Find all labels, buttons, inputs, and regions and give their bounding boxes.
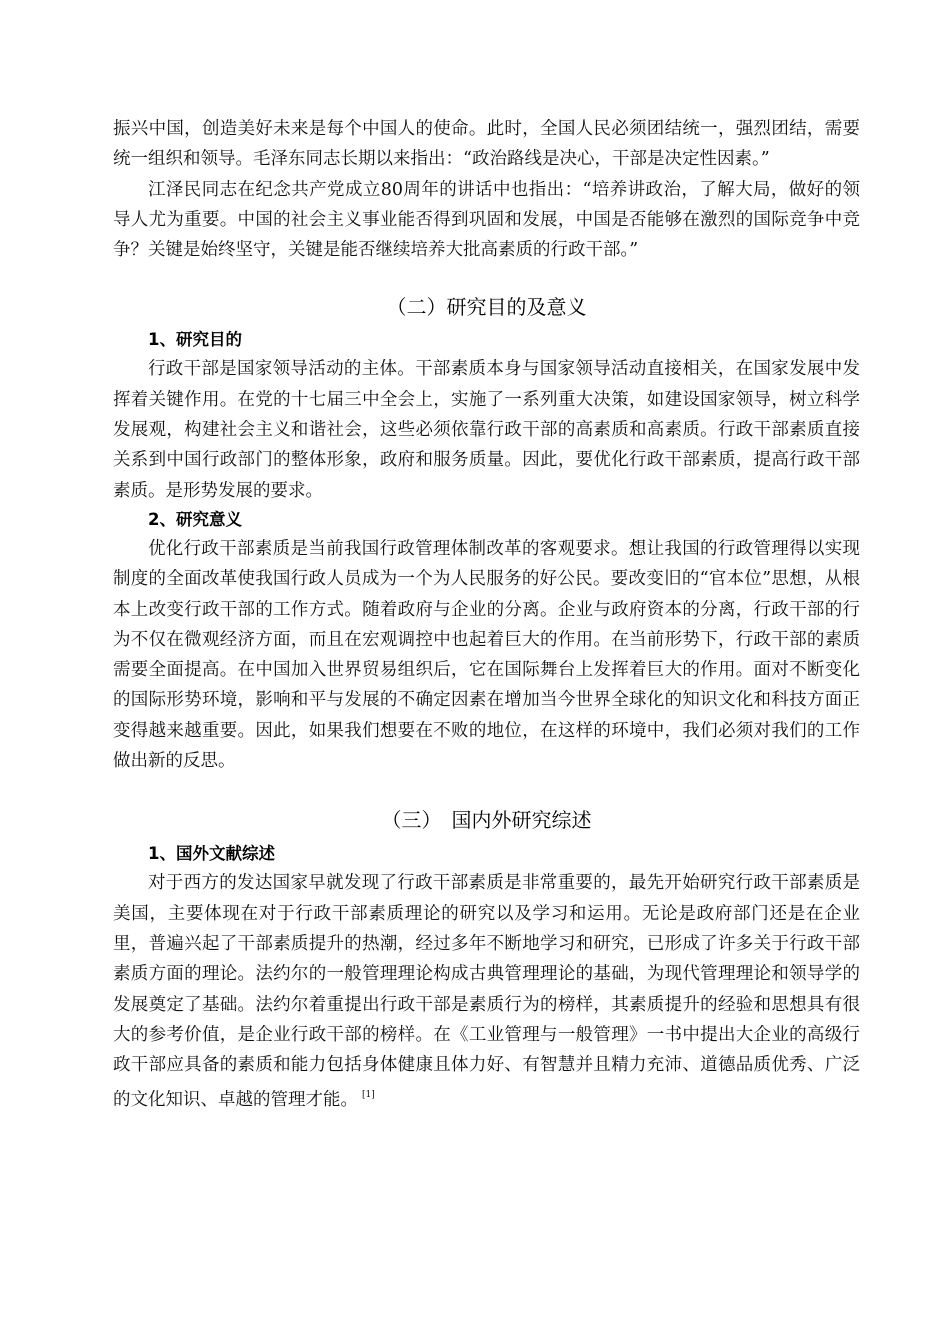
section-heading-literature-review: （三） 国内外研究综述 xyxy=(381,808,592,833)
section-heading-research-purpose: （二）研究目的及意义 xyxy=(386,295,587,320)
subheading-foreign-literature: 1、国外文献综述 xyxy=(148,844,275,864)
paragraph-research-significance: 优化行政干部素质是当前我国行政管理体制改革的客观要求。想让我国的行政管理得以实现制度的全面改革使我国行政人员成为一个为人民服务的好公民。要改变旧的“官本位”思想，从根本上改变行政干部的工作方式。随着政府与企业的分离。企业与政府资本的分离，行政干部的行为不仅在微观经济方面，而且在宏观调控中也起着巨大的作用。在当前形势下，行政干部的素质需要全面提高。在中国加入世界贸易组织后，它在国际舞台上发挥着巨大的作用。面对不断变化的国际形势环境，影响和平与发展的不确定因素在增加当今世界全球化的知识文化和科技方面正变得越来越重要。因此，如果我们想要在不败的地位，在这样的环境中，我们必须对我们的工作做出新的反思。 xyxy=(113,538,860,772)
paragraph-1: 振兴中国，创造美好未来是每个中国人的使命。此时，全国人民必须团结统一，强烈团结，需要统一组织和领导。毛泽东同志长期以来指出：“政治路线是决心，干部是决定性因素。” xyxy=(113,119,860,170)
subheading-research-significance: 2、研究意义 xyxy=(148,509,242,529)
paragraph-foreign-literature xyxy=(113,868,860,1115)
document-page xyxy=(113,114,860,1116)
foreign-literature-text: 对于西方的发达国家早就发现了行政干部素质是非常重要的，最先开始研究行政干部素质是美国，主要体现在对于行政干部素质理论的研究以及学习和运用。无论是政府部门还是在企业里，普遍兴起了干部素质提升的热潮，经过多年不断地学习和研究，已形成了许多关于行政干部素质方面的理论。法约尔的一般管理理论构成古典管理理论的基础，为现代管理理论和领导学的发展奠定了基础。法约尔着重提出行政干部是素质行为的榜样，其素质提升的经验和思想具有很大的参考价值，是企业行政干部的榜样。在《工业管理与一般管理》一书中提出大企业的高级行政干部应具备的素质和能力包括身体健康且体力好、有智慧并且精力充沛、道德品质优秀、广泛的文化知识、卓越的管理才能。 xyxy=(113,873,860,1111)
paragraph-2: 江泽民同志在纪念共产党成立80周年的讲话中也指出：“培养讲政治，了解大局，做好的领导人尤为重要。中国的社会主义事业能否得到巩固和发展，中国是否能够在激烈的国际竞争中竞争？关键是始终坚守，关键是能否继续培养大批高素质的行政干部。” xyxy=(113,179,860,261)
citation-marker: [1] xyxy=(362,1090,375,1101)
subheading-research-goal: 1、研究目的 xyxy=(148,330,242,350)
paragraph-research-goal: 行政干部是国家领导活动的主体。干部素质本身与国家领导活动直接相关，在国家发展中发挥着关键作用。在党的十七届三中全会上，实施了一系列重大决策，如建设国家领导，树立科学发展观，构建社会主义和谐社会，这些必须依靠行政干部的高素质和高素质。行政干部素质直接关系到中国行政部门的整体形象，政府和服务质量。因此，要优化行政干部素质，提高行政干部素质。是形势发展的要求。 xyxy=(113,359,860,501)
